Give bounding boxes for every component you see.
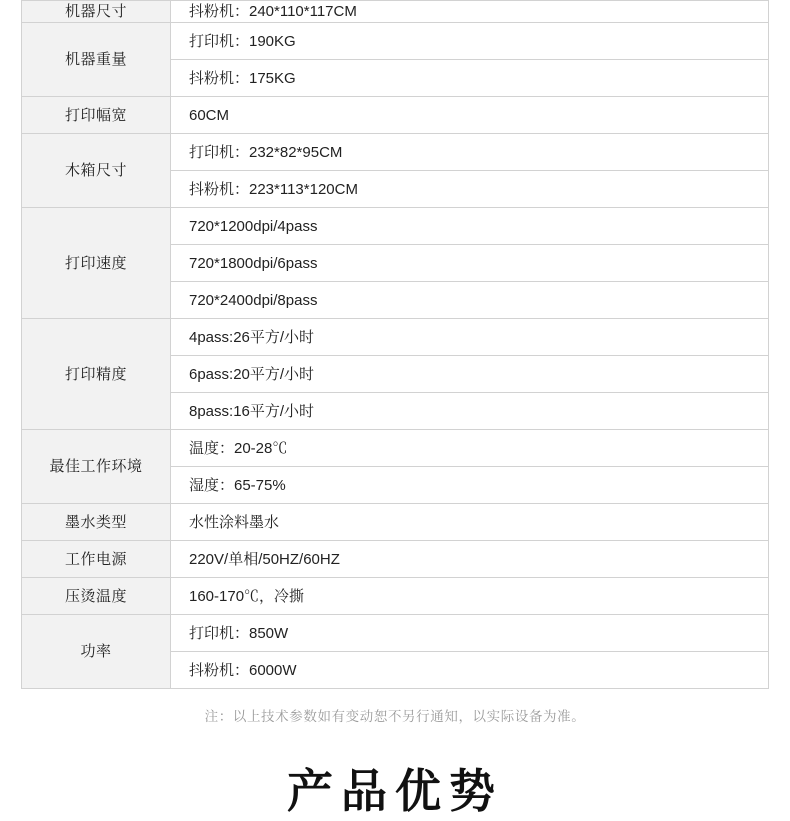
row-value-cell xyxy=(171,615,769,652)
row-label-cell xyxy=(22,541,171,578)
row-value: 温度：20-28℃ xyxy=(189,439,288,457)
row-value: 220V/单相/50HZ/60HZ xyxy=(189,550,340,568)
row-value: 720*1200dpi/4pass xyxy=(189,217,318,235)
row-value-cell xyxy=(171,356,769,393)
row-label: 打印精度 xyxy=(64,365,127,383)
table-row xyxy=(22,1,769,23)
table-row xyxy=(22,319,769,356)
row-value: 160-170℃，冷撕 xyxy=(189,587,305,605)
row-value: 4pass:26平方/小时 xyxy=(189,328,315,346)
row-value-cell xyxy=(171,504,769,541)
row-value-cell xyxy=(171,97,769,134)
row-label: 压烫温度 xyxy=(64,587,127,605)
row-value: 水性涂料墨水 xyxy=(189,513,280,531)
row-label-cell xyxy=(22,1,171,23)
table-row xyxy=(22,208,769,245)
row-value: 8pass:16平方/小时 xyxy=(189,402,315,420)
row-value: 湿度：65-75% xyxy=(189,476,286,494)
row-value: 6pass:20平方/小时 xyxy=(189,365,315,383)
row-value: 抖粉机：223*113*120CM xyxy=(189,180,358,198)
page-title: 产品优势 xyxy=(287,764,503,818)
table-row xyxy=(22,541,769,578)
table-footnote: 注：以上技术参数如有变动恕不另行通知，以实际设备为准。 xyxy=(204,709,586,724)
row-label: 机器尺寸 xyxy=(64,3,127,20)
row-value-cell xyxy=(171,171,769,208)
row-label: 功率 xyxy=(80,643,112,660)
row-value: 打印机：850W xyxy=(189,624,289,642)
row-value-cell xyxy=(171,60,769,97)
row-label: 最佳工作环境 xyxy=(49,458,143,475)
row-value: 抖粉机：240*110*117CM xyxy=(189,3,357,20)
row-value-cell xyxy=(171,541,769,578)
row-label: 打印速度 xyxy=(64,254,127,272)
row-label-cell xyxy=(22,208,171,319)
row-value-cell xyxy=(171,23,769,60)
table-row xyxy=(22,430,769,467)
row-value-cell xyxy=(171,319,769,356)
row-label: 打印幅宽 xyxy=(64,106,127,124)
row-value-cell xyxy=(171,208,769,245)
row-label-cell xyxy=(22,97,171,134)
section-title-container xyxy=(0,755,790,821)
row-label: 墨水类型 xyxy=(64,513,127,531)
specification-table xyxy=(21,0,769,689)
row-value-cell xyxy=(171,245,769,282)
row-value: 打印机：190KG xyxy=(189,32,296,50)
row-value-cell xyxy=(171,393,769,430)
row-label-cell xyxy=(22,615,171,689)
table-row xyxy=(22,23,769,60)
row-value: 抖粉机：6000W xyxy=(189,661,297,679)
row-value: 720*1800dpi/6pass xyxy=(189,254,318,272)
row-value-cell xyxy=(171,1,769,23)
row-value-cell xyxy=(171,467,769,504)
row-value: 打印机：232*82*95CM xyxy=(189,143,343,161)
row-value-cell xyxy=(171,652,769,689)
row-label-cell xyxy=(22,578,171,615)
row-label-cell xyxy=(22,23,171,97)
row-label: 木箱尺寸 xyxy=(64,162,127,179)
table-row xyxy=(22,615,769,652)
table-row xyxy=(22,578,769,615)
table-row xyxy=(22,97,769,134)
row-value: 抖粉机：175KG xyxy=(189,69,296,87)
table-row xyxy=(22,504,769,541)
row-label-cell xyxy=(22,504,171,541)
row-value-cell xyxy=(171,134,769,171)
row-value-cell xyxy=(171,430,769,467)
row-label-cell xyxy=(22,319,171,430)
row-value-cell xyxy=(171,282,769,319)
table-row xyxy=(22,134,769,171)
row-value: 60CM xyxy=(189,106,230,124)
row-label: 机器重量 xyxy=(64,51,127,68)
spec-table-body xyxy=(22,1,769,689)
row-label-cell xyxy=(22,134,171,208)
row-label: 工作电源 xyxy=(64,550,127,568)
row-value: 720*2400dpi/8pass xyxy=(189,291,318,309)
row-value-cell xyxy=(171,578,769,615)
row-label-cell xyxy=(22,430,171,504)
